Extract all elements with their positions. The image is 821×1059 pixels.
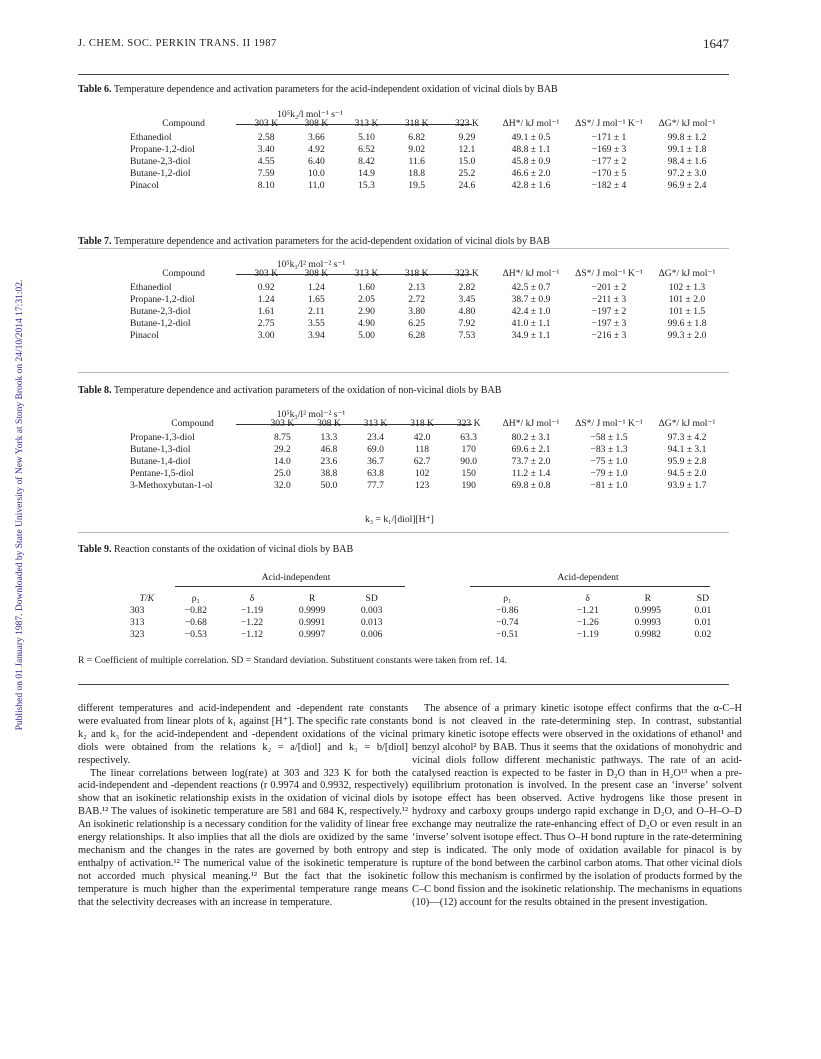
value-cell: 0.9999	[298, 604, 326, 616]
table-row	[126, 179, 726, 191]
value-cell: 5.10	[358, 131, 375, 143]
value-cell: −216 ± 3	[591, 329, 627, 341]
value-cell: 8.10	[257, 179, 275, 191]
column-header: 318 K	[404, 268, 429, 279]
paragraph: The absence of a primary kinetic isotope effect confirms that the α-C–H bond is not cleaved in the rate-determining step. In contrast, substantial primary kinetic isotope effects were observed in the oxidations of ethanol¹ and benzyl alcohol² by BAB. Thus it seems that the oxidations of monohydric and vicinal diols follow different mechanistic pathways. The rate of an acid-catalysed reaction is expected to be faster in D₂O than in H₂O¹³ when a pre-equilibrium protonation is involved. In the present case an ‘inverse’ solvent isotope effect has been observed. Active hydrogens like those present in hydroxy and carboxy groups undergo rapid exchange in D₂O, and O–H–O–D exchange may neutralize the rate-enhancing effect of D₂O or even result in an ‘inverse’ solvent isotope effect. Thus O–H bond rupture in the rate-determining step is indicated. The only mode of oxidation available for pinacol is by rupture of the bond between the carbinol carbon atoms. That other vicinal diols follow this mechanism is confirmed by the isolation of products formed by the C–C bond fission and the isokinetic relationship. The mechanisms in equations (10)—(12) account for the results obtained in the present investigation.	[412, 703, 742, 908]
column-header: ΔS*/ J mol⁻¹ K⁻¹	[575, 418, 643, 429]
table-row	[126, 293, 726, 305]
column-header: R	[644, 592, 651, 604]
value-cell: 42.8 ± 1.6	[511, 179, 551, 191]
value-cell: −0.74	[496, 616, 519, 628]
value-cell: 69.8 ± 0.8	[511, 479, 551, 491]
value-cell: 25.0	[273, 467, 291, 479]
value-cell: 96.9 ± 2.4	[667, 179, 707, 191]
value-cell: 63.8	[367, 467, 384, 479]
value-cell: −79 ± 1.0	[590, 467, 628, 479]
value-cell: 7.53	[458, 329, 476, 341]
table7-group-header: 10⁵k₃/l² mol⁻² s⁻¹	[276, 259, 346, 270]
value-cell: 0.9993	[634, 616, 661, 628]
column-header: 318 K	[410, 418, 434, 429]
table-header-row	[126, 417, 726, 431]
table-row	[126, 604, 726, 616]
value-cell: 3.94	[307, 329, 325, 341]
value-cell: −197 ± 2	[591, 305, 627, 317]
value-cell: 95.9 ± 2.8	[667, 455, 707, 467]
value-cell: 42.0	[413, 431, 431, 443]
table-row	[126, 628, 726, 640]
column-header: Compound	[162, 268, 205, 279]
value-cell: 2.75	[257, 317, 275, 329]
table-row	[126, 443, 726, 455]
column-header: 303 K	[254, 268, 279, 279]
compound-cell: Pinacol	[130, 329, 159, 341]
value-cell: −58 ± 1.5	[590, 431, 628, 443]
value-cell: 23.6	[320, 455, 338, 467]
value-cell: 14.9	[358, 167, 375, 179]
value-cell: 46.6 ± 2.0	[511, 167, 551, 179]
table9-footnote: R = Coefficient of multiple correlation. SD = Standard deviation. Substituent constants were taken from ref. 14.	[78, 655, 507, 666]
table-row	[126, 467, 726, 479]
value-cell: 98.4 ± 1.6	[667, 155, 707, 167]
paragraph: different temperatures and acid-independent and -dependent rate constants were evaluated from linear plots of k₁ against [H⁺]. The specific rate constants k₂ and k₃ for the acid-independent and -dependent oxidations of the vicinal diols were obtained from the relations k₂ = a/[diol] and k₃ = b/[diol] respectively.	[78, 703, 408, 766]
value-cell: 42.5 ± 0.7	[511, 281, 551, 293]
value-cell: 0.9997	[298, 628, 326, 640]
value-cell: 0.01	[694, 616, 712, 628]
column-header: 308 K	[304, 118, 329, 129]
column-header: 303 K	[254, 118, 279, 129]
table-header-row	[126, 117, 726, 131]
table-row	[126, 431, 726, 443]
value-cell: 94.5 ± 2.0	[667, 467, 707, 479]
value-cell: 6.28	[408, 329, 426, 341]
column-header: ΔH*/ kJ mol⁻¹	[502, 268, 560, 279]
table-row	[126, 455, 726, 467]
compound-cell: Propane-1,2-diol	[130, 143, 195, 155]
value-cell: 7.92	[458, 317, 476, 329]
value-cell: 49.1 ± 0.5	[511, 131, 551, 143]
value-cell: −0.53	[184, 628, 207, 640]
value-cell: 8.75	[273, 431, 291, 443]
value-cell: 4.92	[307, 143, 325, 155]
table6-rule	[78, 248, 729, 249]
table8-footnote: k₃ = k₁/[diol][H⁺]	[365, 514, 434, 525]
value-cell: 3.40	[257, 143, 275, 155]
value-cell: 190	[461, 479, 476, 491]
value-cell: 63.3	[460, 431, 478, 443]
compound-cell: Ethanediol	[130, 281, 172, 293]
value-cell: 42.4 ± 1.0	[511, 305, 551, 317]
value-cell: 38.7 ± 0.9	[511, 293, 551, 305]
value-cell: 3.00	[257, 329, 275, 341]
table9-caption: Table 9. Reaction constants of the oxidation of vicinal diols by BAB	[78, 544, 354, 555]
value-cell: −169 ± 3	[591, 143, 627, 155]
column-header: 323 K	[455, 118, 479, 129]
value-cell: 99.8 ± 1.2	[667, 131, 707, 143]
download-notice: Published on 01 January 1987. Downloaded by State University of New York at Stony Brook on 24/10/2014 17:31:02.	[15, 279, 25, 731]
section-rule	[78, 684, 729, 685]
value-cell: 36.7	[367, 455, 384, 467]
value-cell: 3.45	[458, 293, 476, 305]
value-cell: 0.9991	[298, 616, 326, 628]
value-cell: −177 ± 2	[591, 155, 627, 167]
value-cell: 18.8	[408, 167, 426, 179]
value-cell: −1.26	[576, 616, 599, 628]
value-cell: 102 ± 1.3	[668, 281, 706, 293]
table-row	[126, 281, 726, 293]
value-cell: −201 ± 2	[591, 281, 627, 293]
value-cell: 1.61	[257, 305, 275, 317]
column-header: 313 K	[354, 268, 379, 279]
column-header: 323 K	[456, 418, 481, 429]
compound-cell: Ethanediol	[130, 131, 172, 143]
value-cell: 0.006	[360, 628, 383, 640]
value-cell: 99.1 ± 1.8	[667, 143, 707, 155]
value-cell: −0.82	[184, 604, 207, 616]
value-cell: −170 ± 5	[591, 167, 627, 179]
column-header: ΔH*/ kJ mol⁻¹	[502, 118, 560, 129]
value-cell: 170	[461, 443, 476, 455]
value-cell: 24.6	[458, 179, 476, 191]
value-cell: −1.19	[240, 604, 264, 616]
value-cell: 150	[461, 467, 476, 479]
value-cell: 4.55	[257, 155, 275, 167]
value-cell: 2.90	[358, 305, 375, 317]
column-header: R	[308, 592, 316, 604]
value-cell: 8.42	[358, 155, 375, 167]
value-cell: 11.2 ± 1.4	[511, 467, 551, 479]
table-row	[126, 143, 726, 155]
column-header: ΔG*/ kJ mol⁻¹	[658, 118, 716, 129]
value-cell: −171 ± 1	[591, 131, 627, 143]
value-cell: −1.19	[576, 628, 599, 640]
value-cell: −1.21	[576, 604, 599, 616]
column-header: T/K	[139, 592, 155, 604]
value-cell: 3.80	[408, 305, 426, 317]
table8-caption: Table 8. Temperature dependence and activation parameters of the oxidation of non-vicinal diols by BAB	[78, 385, 502, 396]
compound-cell: Butane-1,3-diol	[130, 443, 191, 455]
value-cell: 6.82	[408, 131, 426, 143]
table6-group-header: 10⁵k₂/l mol⁻¹ s⁻¹	[277, 109, 343, 120]
value-cell: 45.8 ± 0.9	[511, 155, 551, 167]
value-cell: 41.0 ± 1.1	[511, 317, 551, 329]
table8-rule	[78, 532, 729, 533]
table7-rule	[78, 372, 729, 373]
value-cell: −1.12	[240, 628, 264, 640]
value-cell: 77.7	[367, 479, 384, 491]
value-cell: 2.05	[358, 293, 375, 305]
column-header: SD	[696, 592, 710, 604]
value-cell: 123	[414, 479, 430, 491]
compound-cell: Propane-1,3-diol	[130, 431, 195, 443]
compound-cell: Pentane-1,5-diol	[130, 467, 194, 479]
column-header: ΔG*/ kJ mol⁻¹	[658, 268, 716, 279]
value-cell: 4.80	[458, 305, 476, 317]
table8	[126, 417, 726, 491]
value-cell: 1.65	[307, 293, 325, 305]
table9	[126, 592, 726, 640]
value-cell: 6.25	[408, 317, 426, 329]
value-cell: 9.02	[408, 143, 426, 155]
value-cell: 99.3 ± 2.0	[667, 329, 707, 341]
value-cell: 25.2	[458, 167, 476, 179]
value-cell: −182 ± 4	[591, 179, 627, 191]
column-header: SD	[365, 592, 378, 604]
value-cell: 1.60	[358, 281, 375, 293]
value-cell: 0.013	[360, 616, 383, 628]
value-cell: 94.1 ± 3.1	[667, 443, 707, 455]
table9-group-left: Acid-independent	[261, 572, 331, 583]
value-cell: 23.4	[367, 431, 384, 443]
value-cell: 6.40	[307, 155, 325, 167]
value-cell: 323	[130, 628, 145, 640]
column-header: δ	[249, 592, 255, 604]
value-cell: −1.22	[240, 616, 264, 628]
value-cell: 0.92	[257, 281, 275, 293]
value-cell: 12.1	[458, 143, 476, 155]
value-cell: −0.51	[496, 628, 519, 640]
column-header: ΔS*/ J mol⁻¹ K⁻¹	[575, 118, 643, 129]
compound-cell: Butane-1,4-diol	[130, 455, 191, 467]
table-row	[126, 616, 726, 628]
column-header: Compound	[171, 418, 214, 429]
table9-brace-right	[470, 586, 710, 590]
value-cell: 32.0	[273, 479, 291, 491]
value-cell: 7.59	[257, 167, 275, 179]
table-row	[126, 329, 726, 341]
value-cell: 3.55	[307, 317, 325, 329]
value-cell: 46.8	[320, 443, 338, 455]
value-cell: 62.7	[413, 455, 431, 467]
value-cell: 73.7 ± 2.0	[511, 455, 551, 467]
table6-caption: Table 6. Temperature dependence and activation parameters for the acid-independent oxidation of vicinal diols by BAB	[78, 84, 558, 95]
table7	[126, 267, 726, 341]
table6	[126, 117, 726, 191]
value-cell: 10.0	[307, 167, 325, 179]
table-row	[126, 317, 726, 329]
column-header: ΔS*/ J mol⁻¹ K⁻¹	[575, 268, 643, 279]
column-header: 308 K	[317, 418, 341, 429]
value-cell: 97.2 ± 3.0	[667, 167, 707, 179]
value-cell: 0.9995	[634, 604, 661, 616]
table-header-row	[126, 267, 726, 281]
value-cell: 102	[414, 467, 430, 479]
value-cell: 90.0	[460, 455, 478, 467]
value-cell: 0.02	[694, 628, 712, 640]
value-cell: 313	[130, 616, 145, 628]
compound-cell: 3-Methoxybutan-1-ol	[130, 479, 213, 491]
column-header: ΔG*/ kJ mol⁻¹	[658, 418, 716, 429]
table9-group-right: Acid-dependent	[557, 572, 619, 583]
value-cell: 69.6 ± 2.1	[511, 443, 551, 455]
header-rule	[78, 74, 729, 75]
value-cell: −197 ± 3	[591, 317, 627, 329]
value-cell: 14.0	[273, 455, 291, 467]
running-header	[78, 38, 729, 49]
value-cell: 19.5	[408, 179, 426, 191]
value-cell: −83 ± 1.3	[590, 443, 628, 455]
page-number: 1647	[703, 36, 729, 51]
value-cell: 6.52	[358, 143, 375, 155]
value-cell: 0.01	[694, 604, 712, 616]
table-row	[126, 155, 726, 167]
value-cell: 1.24	[257, 293, 275, 305]
value-cell: 97.3 ± 4.2	[667, 431, 707, 443]
compound-cell: Butane-1,2-diol	[130, 317, 191, 329]
value-cell: −0.68	[184, 616, 207, 628]
body-right-column	[412, 703, 742, 910]
value-cell: 34.9 ± 1.1	[511, 329, 551, 341]
value-cell: 69.0	[367, 443, 384, 455]
table-row	[126, 131, 726, 143]
value-cell: 2.72	[408, 293, 426, 305]
value-cell: 118	[415, 443, 430, 455]
table-header-row	[126, 592, 726, 604]
value-cell: −0.86	[496, 604, 519, 616]
value-cell: 0.9982	[634, 628, 661, 640]
value-cell: 13.3	[320, 431, 338, 443]
column-header: 323 K	[455, 268, 479, 279]
value-cell: 93.9 ± 1.7	[667, 479, 707, 491]
value-cell: −75 ± 1.0	[590, 455, 628, 467]
compound-cell: Butane-1,2-diol	[130, 167, 191, 179]
paragraph: The linear correlations between log(rate) at 303 and 323 K for both the acid-independent and -dependent reactions (r 0.9974 and 0.9932, respectively) show that an isokinetic relationship exists in the oxidation of vicinal diols by BAB.¹² The values of isokinetic temperature are 581 and 684 K, respectively.¹² An isokinetic relationship is a necessary condition for the validity of linear free energy relationships. It also implies that all the diols are oxidized by the same mechanism and the changes in the rates are governed by both entropy and enthalpy of activation.¹² The numerical value of the isokinetic temperature is not accorded much physical meaning.¹² But the fact that the isokinetic temperature is much higher than the experimental temperature range means that the selectivity decreases with an increase in temperature.	[78, 767, 408, 908]
column-header: 318 K	[404, 118, 429, 129]
table7-caption: Table 7. Temperature dependence and activation parameters for the acid-dependent oxidation of vicinal diols by BAB	[78, 236, 550, 247]
value-cell: 2.82	[458, 281, 476, 293]
column-header: 303 K	[270, 418, 295, 429]
value-cell: −211 ± 3	[591, 293, 627, 305]
value-cell: 11.6	[408, 155, 425, 167]
journal-title: J. CHEM. SOC. PERKIN TRANS. II 1987	[78, 38, 277, 49]
column-header: Compound	[162, 118, 205, 129]
value-cell: 48.8 ± 1.1	[511, 143, 551, 155]
value-cell: 2.11	[308, 305, 325, 317]
column-header: 308 K	[304, 268, 329, 279]
value-cell: 80.2 ± 3.1	[511, 431, 551, 443]
value-cell: −81 ± 1.0	[590, 479, 628, 491]
value-cell: 5.00	[358, 329, 375, 341]
column-header: ρ₁	[503, 592, 512, 604]
value-cell: 2.58	[257, 131, 275, 143]
column-header: 313 K	[354, 118, 379, 129]
table-row	[126, 167, 726, 179]
compound-cell: Propane-1,2-diol	[130, 293, 195, 305]
value-cell: 1.24	[307, 281, 325, 293]
value-cell: 3.66	[307, 131, 325, 143]
value-cell: 29.2	[273, 443, 291, 455]
value-cell: 11.0	[308, 179, 325, 191]
table-row	[126, 479, 726, 491]
column-header: δ	[585, 592, 590, 604]
value-cell: 0.003	[360, 604, 383, 616]
compound-cell: Butane-2,3-diol	[130, 155, 191, 167]
body-left-column	[78, 703, 408, 910]
value-cell: 99.6 ± 1.8	[667, 317, 707, 329]
table-row	[126, 305, 726, 317]
value-cell: 15.0	[458, 155, 476, 167]
column-header: ΔH*/ kJ mol⁻¹	[502, 418, 560, 429]
value-cell: 101 ± 1.5	[668, 305, 706, 317]
value-cell: 15.3	[358, 179, 375, 191]
value-cell: 2.13	[408, 281, 426, 293]
value-cell: 303	[130, 604, 145, 616]
column-header: 313 K	[363, 418, 388, 429]
value-cell: 50.0	[320, 479, 338, 491]
value-cell: 4.90	[358, 317, 375, 329]
value-cell: 38.8	[320, 467, 338, 479]
value-cell: 101 ± 2.0	[668, 293, 706, 305]
table9-brace-left	[175, 586, 405, 590]
column-header: ρ₁	[191, 592, 200, 604]
compound-cell: Butane-2,3-diol	[130, 305, 191, 317]
table8-group-header: 10⁵k₃/l² mol⁻² s⁻¹	[276, 409, 346, 420]
value-cell: 9.29	[458, 131, 476, 143]
compound-cell: Pinacol	[130, 179, 159, 191]
